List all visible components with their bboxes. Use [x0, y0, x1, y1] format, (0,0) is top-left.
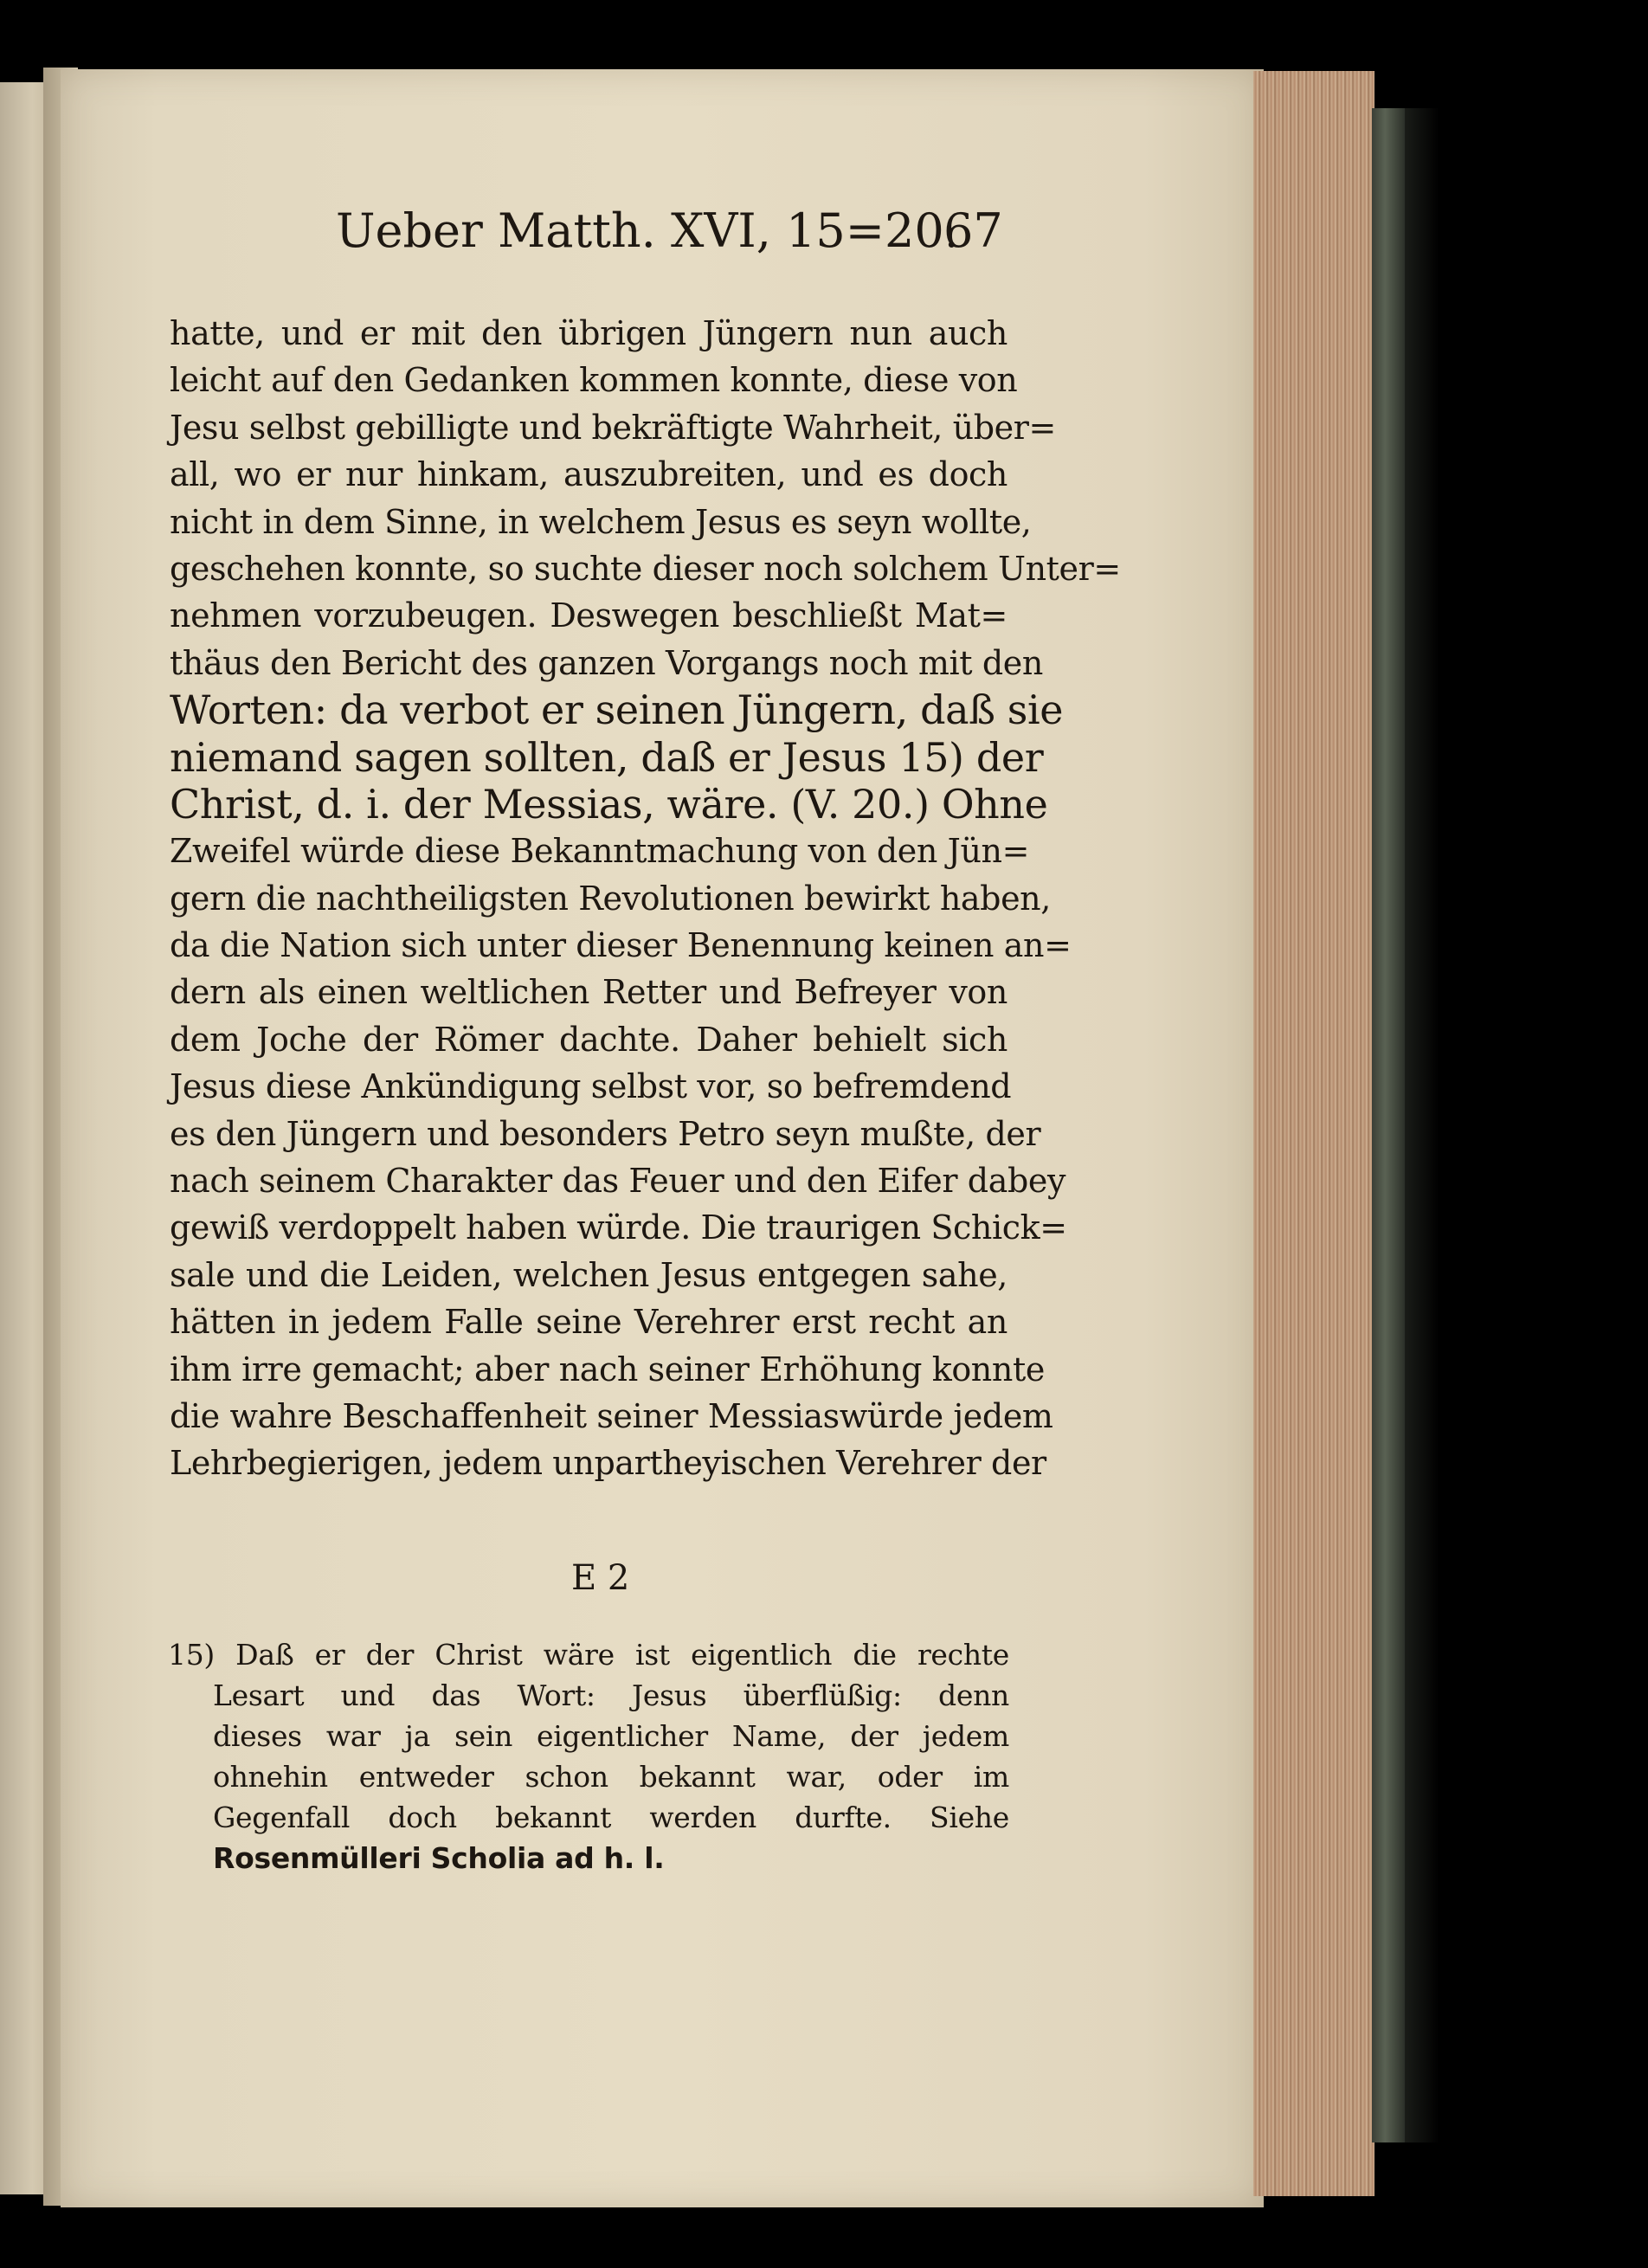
text-line: ihm irre gemacht; aber nach seiner Erhöhung konnte — [170, 1350, 1045, 1389]
text-line: Lehrbegierigen, jedem unpartheyischen Verehrer der — [170, 1444, 1046, 1483]
footnote-line-latin: Rosenmülleri Scholia ad h. l. — [213, 1841, 665, 1875]
text-line: hätten in jedem Falle seine Verehrer erst recht an — [170, 1303, 1007, 1342]
text-line: thäus den Bericht des ganzen Vorgangs noch mit den — [170, 643, 1043, 682]
text-line: die wahre Beschaffenheit seiner Messiaswürde jedem — [170, 1396, 1053, 1435]
text-line: dem Joche der Römer dachte. Daher behielt sich — [170, 1020, 1007, 1059]
text-line: geschehen konnte, so suchte dieser noch solchem Unter= — [170, 549, 1121, 588]
text-line: nehmen vorzubeugen. Deswegen beschließt Mat= — [170, 596, 1007, 635]
cover-shadow — [1405, 108, 1439, 2142]
text-line: dern als einen weltlichen Retter und Befreyer von — [170, 973, 1007, 1012]
text-line: nach seinem Charakter das Feuer und den Eifer dabey — [170, 1162, 1066, 1201]
text-line: hatte, und er mit den übrigen Jüngern nun auch — [170, 314, 1007, 352]
footnote-line: ohnehin entweder schon bekannt war, oder im — [213, 1760, 1009, 1794]
text-line-emphasis: Worten: da verbot er seinen Jüngern, daß sie — [170, 686, 1064, 734]
text-line: da die Nation sich unter dieser Benennung keinen an= — [170, 926, 1072, 965]
footnote-line: 15) Daß er der Christ wäre ist eigentlich die rechte — [168, 1638, 1009, 1672]
footnote-line: Gegenfall doch bekannt werden durfte. Siehe — [213, 1801, 1009, 1834]
text-line-emphasis: Christ, d. i. der Messias, wäre. (V. 20.) Ohne — [170, 780, 1048, 828]
text-line: gewiß verdoppelt haben würde. Die traurigen Schick= — [170, 1208, 1067, 1247]
text-line: es den Jüngern und besonders Petro seyn mußte, der — [170, 1114, 1041, 1153]
text-line-emphasis: niemand sagen sollten, daß er Jesus 15) der — [170, 733, 1044, 781]
page-number: 67 — [943, 203, 1003, 258]
text-line: Jesus diese Ankündigung selbst vor, so befremdend — [170, 1067, 1012, 1106]
running-head: Ueber Matth. XVI, 15=20. — [336, 203, 959, 258]
body-text — [170, 310, 1121, 1487]
footnote-line: Lesart und das Wort: Jesus überflüßig: denn — [213, 1678, 1009, 1712]
text-line: gern die nachtheiligsten Revolutionen bewirkt haben, — [170, 879, 1051, 918]
signature-mark: E 2 — [571, 1558, 630, 1598]
book-cover-board — [1372, 108, 1405, 2142]
text-line: Zweifel würde diese Bekanntmachung von den Jün= — [170, 832, 1030, 871]
text-line: all, wo er nur hinkam, auszubreiten, und es doch — [170, 455, 1007, 494]
footnote-line: dieses war ja sein eigentlicher Name, der jedem — [213, 1719, 1009, 1753]
text-line: leicht auf den Gedanken kommen konnte, diese von — [170, 361, 1018, 400]
text-line: Jesu selbst gebilligte und bekräftigte Wahrheit, über= — [170, 408, 1056, 447]
text-line: nicht in dem Sinne, in welchem Jesus es seyn wollte, — [170, 502, 1032, 541]
page-fore-edge — [1253, 71, 1374, 2196]
text-line: sale und die Leiden, welchen Jesus entgegen sahe, — [170, 1255, 1007, 1294]
footnote — [168, 1634, 1009, 1878]
